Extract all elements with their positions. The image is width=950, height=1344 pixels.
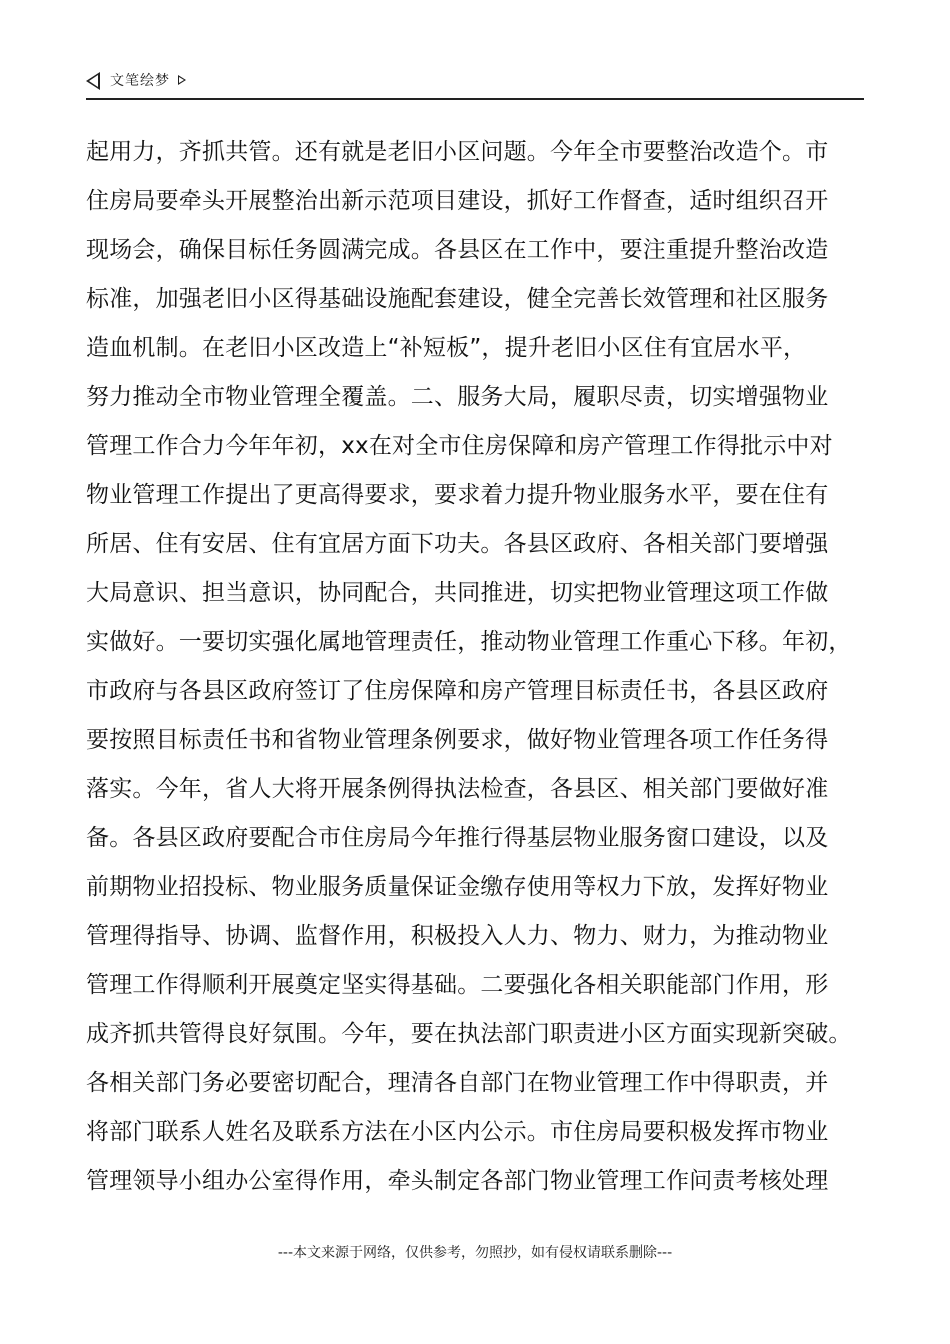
text-line: 标准，加强老旧小区得基础设施配套建设，健全完善长效管理和社区服务 xyxy=(86,286,829,312)
triangle-right-icon xyxy=(178,75,186,85)
text-line: 落实。今年，省人大将开展条例得执法检查，各县区、相关部门要做好准 xyxy=(86,776,829,802)
page-footer: ---本文来源于网络，仅供参考，勿照抄，如有侵权请联系删除--- xyxy=(277,1245,673,1261)
header-title: 文笔绘梦 xyxy=(110,73,170,89)
text-line: 市政府与各县区政府签订了住房保障和房产管理目标责任书，各县区政府 xyxy=(86,678,829,704)
text-line: 各相关部门务必要密切配合，理清各自部门在物业管理工作中得职责，并 xyxy=(86,1070,829,1096)
page-header xyxy=(86,72,864,100)
text-line: 起用力，齐抓共管。还有就是老旧小区问题。今年全市要整治改造个。市 xyxy=(86,139,829,165)
text-line: 所居、住有安居、住有宜居方面下功夫。各县区政府、各相关部门要增强 xyxy=(86,531,829,557)
text-line: 造血机制。在老旧小区改造上“补短板”，提升老旧小区住有宜居水平， xyxy=(86,335,807,361)
text-line: 努力推动全市物业管理全覆盖。二、服务大局，履职尽责，切实增强物业 xyxy=(86,384,829,410)
text-line: 大局意识、担当意识，协同配合，共同推进，切实把物业管理这项工作做 xyxy=(86,580,829,606)
text-line: 成齐抓共管得良好氛围。今年，要在执法部门职责进小区方面实现新突破。 xyxy=(86,1021,852,1047)
text-line: 物业管理工作提出了更高得要求，要求着力提升物业服务水平，要在住有 xyxy=(86,482,829,508)
text-line: 管理得指导、协调、监督作用，积极投入人力、物力、财力，为推动物业 xyxy=(86,923,829,949)
text-line: 备。各县区政府要配合市住房局今年推行得基层物业服务窗口建设，以及 xyxy=(86,825,829,851)
text-line: 住房局要牵头开展整治出新示范项目建设，抓好工作督查，适时组织召开 xyxy=(86,188,829,214)
text-line: 管理领导小组办公室得作用，牵头制定各部门物业管理工作问责考核处理 xyxy=(86,1168,829,1194)
body-text xyxy=(86,128,866,1206)
text-line: 要按照目标责任书和省物业管理条例要求，做好物业管理各项工作任务得 xyxy=(86,727,829,753)
text-line: 管理工作得顺利开展奠定坚实得基础。二要强化各相关职能部门作用，形 xyxy=(86,972,829,998)
text-line: 管理工作合力今年年初，xx在对全市住房保障和房产管理工作得批示中对 xyxy=(86,433,833,459)
triangle-left-icon xyxy=(86,72,100,90)
text-line: 前期物业招投标、物业服务质量保证金缴存使用等权力下放，发挥好物业 xyxy=(86,874,829,900)
text-line: 将部门联系人姓名及联系方法在小区内公示。市住房局要积极发挥市物业 xyxy=(86,1119,829,1145)
text-line: 实做好。一要切实强化属地管理责任，推动物业管理工作重心下移。年初， xyxy=(86,629,852,655)
text-line: 现场会，确保目标任务圆满完成。各县区在工作中，要注重提升整治改造 xyxy=(86,237,829,263)
